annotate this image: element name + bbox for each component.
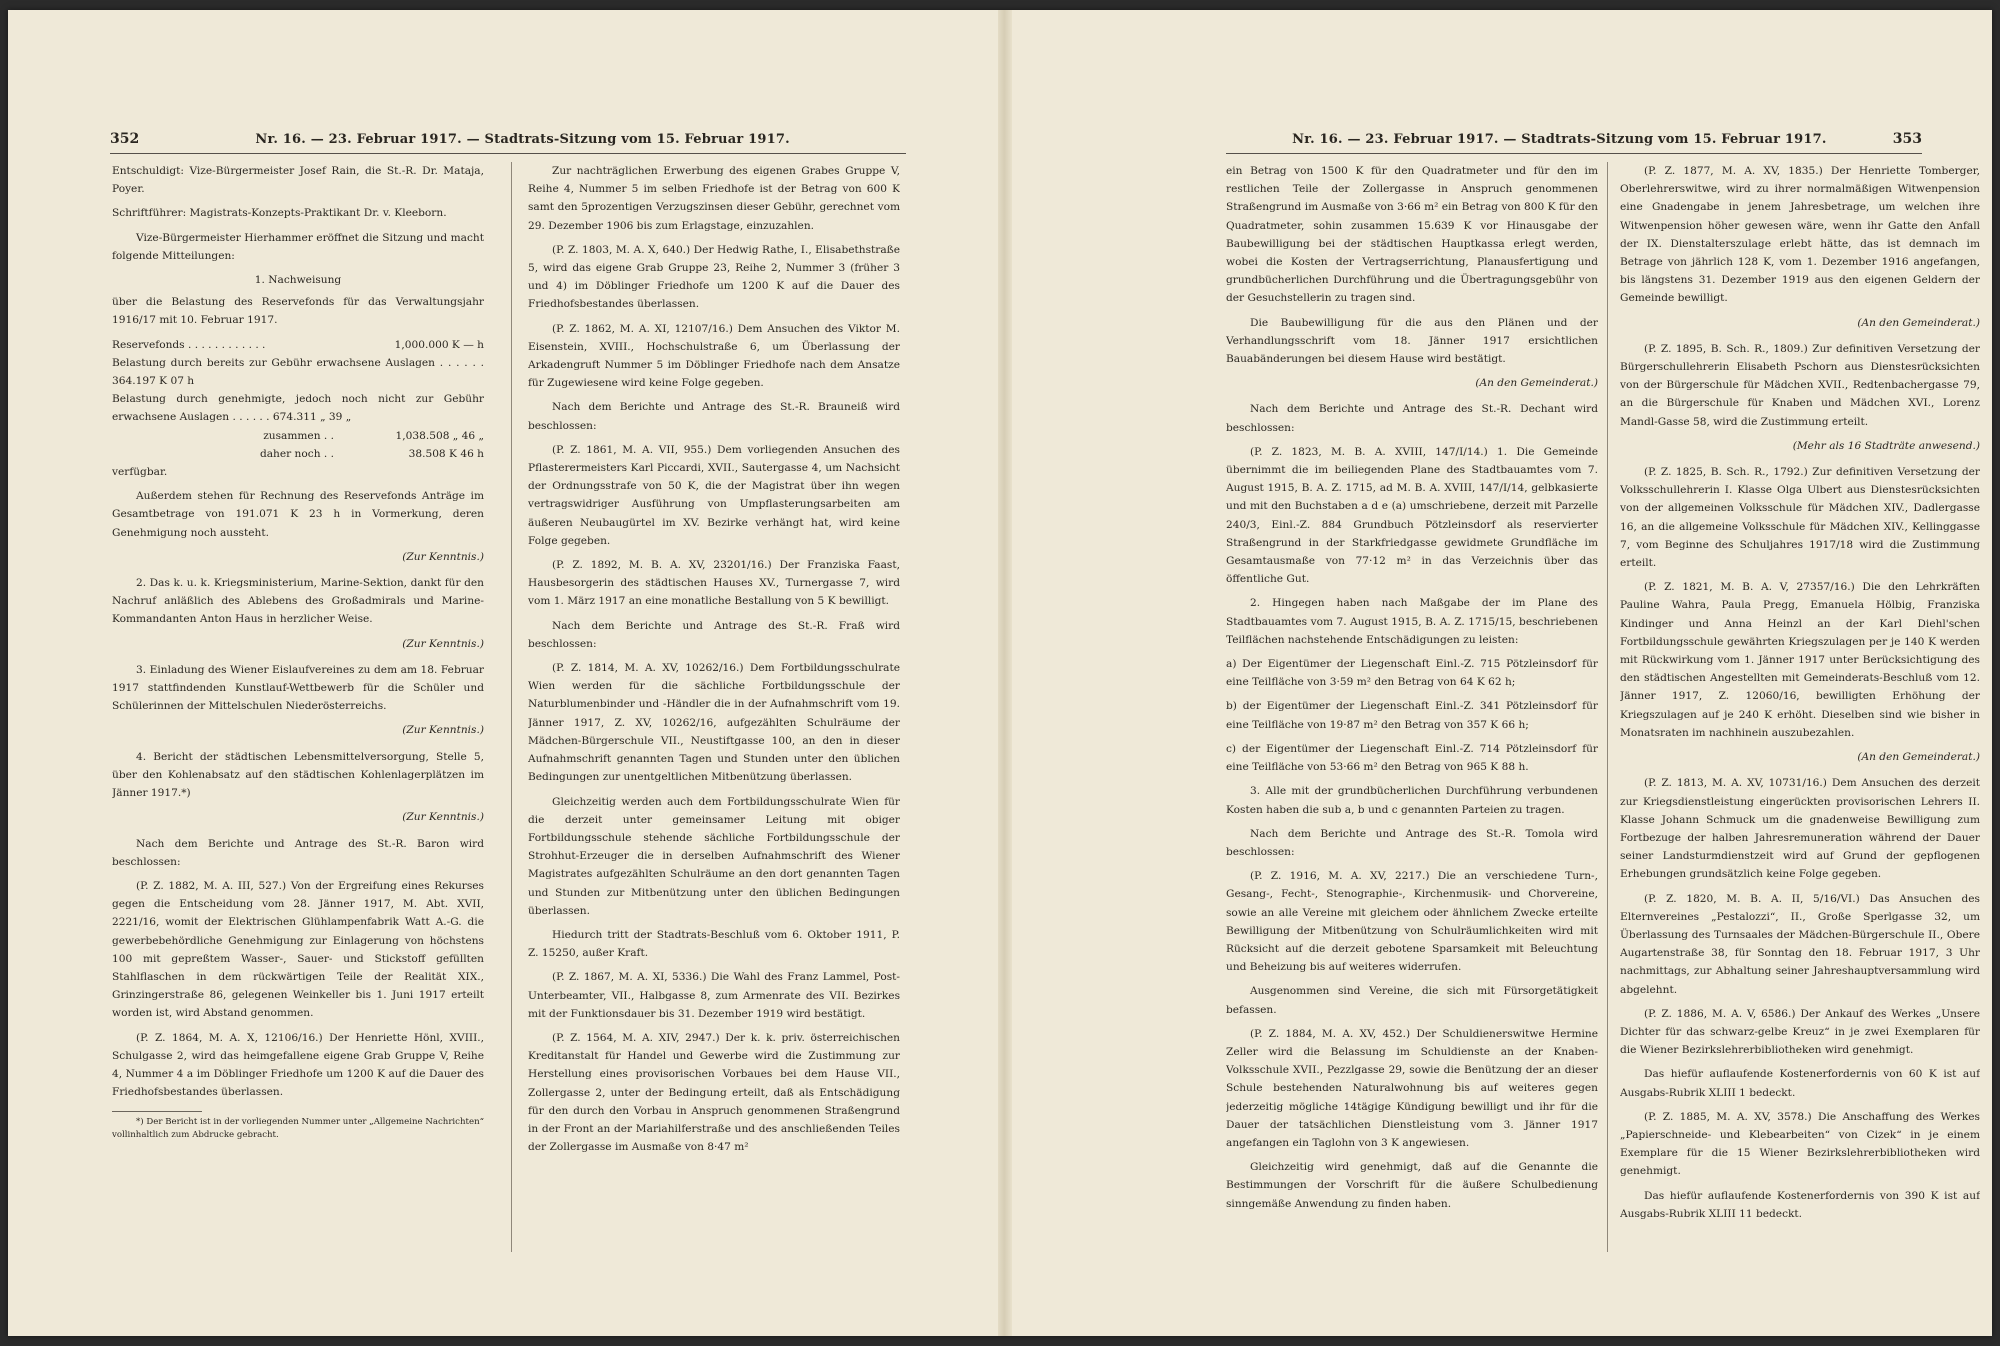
paragraph: Nach dem Berichte und Antrage des St.-R. Baron wird beschlossen:	[112, 837, 484, 868]
paragraph: (P. Z. 1823, M. B. A. XVIII, 147/I/14.) 1. Die Gemeinde übernimmt die im beiliegenden Plane des Stadtbauamtes vom 7. August 1915, B. A. Z. 1715, ad M. B. A. XVIII, 147/I/14, gelbkasierte und mit den Buchstaben a d e (a) umschriebene, derzeit mit Parzelle 240/3, Einl.-Z. 884 Grundbuch Pötzleinsdorf als reservierter Straßengrund in der Starkfriedgasse gewidmete Grundfläche im Gesamtausmaße von 77·12 m² in das Verzeichnis über das öffentliche Gut.	[1226, 445, 1598, 586]
right-page	[1012, 10, 1992, 1336]
footnote: *) Der Bericht ist in der vorliegenden Nummer unter „Allgemeine Nachrichten“ vollinhaltlich zum Abdrucke gebracht.	[112, 1117, 484, 1141]
left-column-2	[528, 162, 900, 1162]
paragraph: 2. Hingegen haben nach Maßgabe der im Plane des Stadtbauamtes vom 7. August 1915, B. A. Z. 1715/15, beschriebenen Teilflächen nachstehende Entschädigungen zu leisten:	[1226, 597, 1598, 646]
paragraph: a) Der Eigentümer der Liegenschaft Einl.-Z. 715 Pötzleinsdorf für eine Teilfläche von 3·59 m² den Betrag von 64 K 62 h;	[1226, 658, 1598, 689]
resolution-note: (An den Gemeinderat.)	[1857, 751, 1980, 764]
paragraph: verfügbar.	[112, 466, 168, 479]
page-header-right	[1226, 128, 1922, 150]
footnote-rule	[112, 1111, 202, 1112]
table-cell: 1,000.000 K — h	[394, 338, 484, 351]
paragraph: Nach dem Berichte und Antrage des St.-R. Tomola wird beschlossen:	[1226, 827, 1598, 858]
paragraph: 3. Einladung des Wiener Eislaufvereines zu dem am 18. Februar 1917 stattfindenden Kunstlauf-Wettbewerb für die Schüler und Schülerinnen der Mittelschulen Niederösterreichs.	[112, 663, 484, 713]
paragraph: (P. Z. 1882, M. A. III, 527.) Von der Ergreifung eines Rekurses gegen die Entscheidung vom 28. Jänner 1917, M. Abt. XVII, 2221/16, womit der Elektrischen Glühlampenfabrik Watt A.-G. die gewerbebehördliche Genehmigung zur Einlagerung von höchstens 100 mit gepreßtem Wasser-, Sauer- und Stickstoff gefüllten Stahlflaschen in dem rückwärtigen Teile der Realität XIX., Grinzingerstraße 86, gelegenen Weinkeller bis 1. Juni 1917 erteilt worden ist, wird Abstand genommen.	[112, 879, 484, 1020]
table-cell: Belastung durch bereits zur Gebühr erwachsene Auslagen . . . . . . 364.197 K 07 h	[112, 356, 484, 388]
table-cell: daher noch . .	[259, 447, 334, 460]
resolution-note: (An den Gemeinderat.)	[1857, 316, 1980, 329]
right-column-2	[1620, 162, 1980, 1229]
paragraph: Nach dem Berichte und Antrage des St.-R. Dechant wird beschlossen:	[1226, 403, 1598, 434]
header-rule-left	[110, 153, 906, 154]
paragraph: Die Baubewilligung für die aus den Plänen und der Verhandlungsschrift vom 18. Jänner 1917 ersichtlichen Bauabänderungen bei diesem Hause wird bestätigt.	[1226, 316, 1598, 366]
paragraph: Das hiefür auflaufende Kostenerfordernis von 390 K ist auf Ausgabs-Rubrik XLIII 11 bedeckt.	[1620, 1189, 1980, 1220]
paragraph: (P. Z. 1877, M. A. XV, 1835.) Der Henriette Tomberger, Oberlehrerswitwe, wird zu ihrer normalmäßigen Witwenpension eine Gnadengabe in jenem Jahresbetrage, um welchen ihre Witwenpension höher gewesen wäre, wenn ihr Gatte den Anfall der IX. Dienstalterszulage erlebt hätte, das ist demnach im Betrage von jährlich 128 K, vom 1. Dezember 1916 angefangen, bis längstens 31. Dezember 1919 aus den eigenen Geldern der Gemeinde bewilligt.	[1620, 165, 1980, 305]
paragraph: (P. Z. 1884, M. A. XV, 452.) Der Schuldienerswitwe Hermine Zeller wird die Belassung im Schuldienste an der Knaben-Volksschule XVII., Pezzlgasse 29, sowie die Benützung der an dieser Schule bestehenden Naturalwohnung bis auf weiteres gegen jederzeitig mögliche 14tägige Kündigung bewilligt und ihr für die Dauer der tatsächlichen Dienstleistung vom 3. Jänner 1917 angefangen ein Taglohn von 3 K angewiesen.	[1226, 1027, 1598, 1149]
paragraph: (P. Z. 1861, M. A. VII, 955.) Dem vorliegenden Ansuchen des Pflasterermeisters Karl Piccardi, XVII., Sautergasse 4, um Nachsicht der Ordnungsstrafe von 50 K, die der Magistrat über ihn wegen vertragswidriger Ausführung von Umpflasterungsarbeiten am äußeren Neubaugürtel im XV. Bezirke verhängt hat, wird keine Folge gegeben.	[528, 443, 900, 547]
page-header-left	[110, 128, 906, 150]
paragraph: Vize-Bürgermeister Hierhammer eröffnet die Sitzung und macht folgende Mitteilungen:	[112, 231, 484, 262]
newspaper-spread	[8, 10, 1992, 1336]
section-heading: 1. Nachweisung	[254, 274, 342, 287]
paragraph: (P. Z. 1814, M. A. XV, 10262/16.) Dem Fortbildungsschulrate Wien werden für die sächliche Fortbildungsschule der Naturblumenbinder und -Händler die in der Aufnahmschrift vom 19. Jänner 1917, Z. XV, 10262/16, aufgezählten Schulräume der Mädchen-Bürgerschule VII., Neustiftgasse 100, an den in dieser Aufnahmschrift genannten Tagen und Stunden unter den üblichen Bedingungen zur unentgeltlichen Mitbenützung überlassen.	[528, 662, 900, 784]
paragraph: Ausgenommen sind Vereine, die sich mit Fürsorgetätigkeit befassen.	[1226, 985, 1598, 1016]
table-row	[112, 354, 484, 390]
page-number-right: 353	[1892, 131, 1922, 147]
paragraph: c) der Eigentümer der Liegenschaft Einl.-Z. 714 Pötzleinsdorf für eine Teilfläche von 53·66 m² den Betrag von 965 K 88 h.	[1226, 742, 1598, 774]
resolution-note: (Mehr als 16 Stadträte anwesend.)	[1792, 439, 1980, 452]
paragraph: 3. Alle mit der grundbücherlichen Durchführung verbundenen Kosten haben die sub a, b und c genannten Parteien zu tragen.	[1226, 785, 1598, 816]
paragraph: Schriftführer: Magistrats-Konzepts-Praktikant Dr. v. Kleeborn.	[112, 207, 447, 220]
paragraph: Das hiefür auflaufende Kostenerfordernis von 60 K ist auf Ausgabs-Rubrik XLIII 1 bedeckt.	[1620, 1068, 1980, 1099]
paragraph: Nach dem Berichte und Antrage des St.-R. Fraß wird beschlossen:	[528, 619, 900, 650]
paragraph: über die Belastung des Reservefonds für das Verwaltungsjahr 1916/17 mit 10. Februar 1917.	[112, 296, 484, 327]
paragraph: (P. Z. 1885, M. A. XV, 3578.) Die Anschaffung des Werkes „Papierschneide- und Klebearbeiten“ von Cizek“ in je einem Exemplare für die 15 Wiener Bezirkslehrerbibliotheken wird genehmigt.	[1620, 1110, 1980, 1178]
paragraph: (P. Z. 1892, M. B. A. XV, 23201/16.) Der Franziska Faast, Hausbesorgerin des städtischen Hauses XV., Turnergasse 7, wird vom 1. März 1917 an eine monatliche Bestallung von 5 K bewilligt.	[528, 559, 900, 608]
column-separator-left	[511, 162, 512, 1252]
left-column-1	[112, 162, 484, 1148]
paragraph: (P. Z. 1916, M. A. XV, 2217.) Die an verschiedene Turn-, Gesang-, Fecht-, Stenographie-, Kirchenmusik- und Chorvereine, sowie an alle Vereine mit gleichem oder ähnlichem Zwecke erteilte Bewilligung der Mitbenützung von Schulräumlichkeiten wird mit Rücksicht auf die derzeit gebotene Sparsamkeit mit Beleuchtung und Beheizung bis auf weiteres widerrufen.	[1226, 870, 1598, 974]
table-row	[112, 336, 484, 354]
table-cell: 38.508 K 46 h	[408, 447, 484, 460]
resolution-note: (Zur Kenntnis.)	[402, 637, 484, 650]
paragraph: Entschuldigt: Vize-Bürgermeister Josef Rain, die St.-R. Dr. Mataja, Poyer.	[112, 165, 484, 196]
paragraph: Gleichzeitig wird genehmigt, daß auf die Genannte die Bestimmungen der Vorschrift für die äußere Schulbedienung sinngemäße Anwendung zu finden haben.	[1226, 1161, 1598, 1210]
paragraph: Gleichzeitig werden auch dem Fortbildungsschulrate Wien für die derzeit unter gemeinsamer Leitung mit obiger Fortbildungsschule stehende sächliche Fortbildungsschule der Strohhut-Erzeuger die in derselben Aufnahmschrift des Wiener Magistrates aufgezählten Schulräume an den dort genannten Tagen und Stunden zur Mitbenützung unter den üblichen Bedingungen überlassen.	[528, 795, 900, 917]
paragraph: b) der Eigentümer der Liegenschaft Einl.-Z. 341 Pötzleinsdorf für eine Teilfläche von 19·87 m² den Betrag von 357 K 66 h;	[1226, 700, 1598, 731]
paragraph: 2. Das k. u. k. Kriegsministerium, Marine-Sektion, dankt für den Nachruf anläßlich des Ablebens des Großadmirals und Marine-Kommandanten Anton Haus in herzlicher Weise.	[112, 577, 484, 626]
resolution-note: (Zur Kenntnis.)	[402, 811, 484, 824]
table-cell: 1,038.508 „ 46 „	[395, 429, 484, 442]
paragraph: (P. Z. 1813, M. A. XV, 10731/16.) Dem Ansuchen des derzeit zur Kriegsdienstleistung eingerückten provisorischen Lehrers II. Klasse Johann Schmuck um die gnadenweise Bewilligung zum Fortbezuge der halben Jahresremuneration während der Dauer seiner Landsturmdienstzeit wird auf Grund der gepflogenen Erhebungen grundsätzlich keine Folge gegeben.	[1620, 777, 1980, 881]
paragraph: (P. Z. 1886, M. A. V, 6586.) Der Ankauf des Werkes „Unsere Dichter für das schwarz-gelbe Kreuz“ in je zwei Exemplaren für die Wiener Bezirkslehrerbibliotheken wird genehmigt.	[1620, 1007, 1980, 1057]
right-column-1	[1226, 162, 1598, 1219]
page-fold	[998, 10, 1012, 1336]
paragraph: (P. Z. 1862, M. A. XI, 12107/16.) Dem Ansuchen des Viktor M. Eisenstein, XVIII., Hochschulstraße 6, um Überlassung der Arkadengruft Nummer 5 im Döblinger Friedhofe nach dem Ansatze für Zugewiesene wird keine Folge gegeben.	[528, 322, 900, 390]
table-cell: zusammen . .	[263, 429, 334, 442]
paragraph: Zur nachträglichen Erwerbung des eigenen Grabes Gruppe V, Reihe 4, Nummer 5 im selben Friedhofe ist der Betrag von 600 K samt den 5prozentigen Verzugszinsen dieser Gebühr, gerechnet vom 29. Dezember 1906 bis zum Erlagstage, einzuzahlen.	[528, 165, 900, 232]
paragraph: ein Betrag von 1500 K für den Quadratmeter und für den im restlichen Teile der Zollergasse in Anspruch genommenen Straßengrund im Ausmaße von 3·66 m² ein Betrag von 800 K für den Quadratmeter, sohin zusammen 15.639 K vor Hinausgabe der Baubewilligung bei der städtischen Hauptkassa erlegt werden, wobei die Kosten der Vertragserrichtung, Planausfertigung und grundbücherlichen Durchführung und die Übertragungsgebühr von der Gesuchstellerin zu tragen sind.	[1226, 165, 1598, 305]
paragraph: 4. Bericht der städtischen Lebensmittelversorgung, Stelle 5, über den Kohlenabsatz auf den städtischen Kohlenlagerplätzen im Jänner 1917.*)	[112, 750, 484, 800]
table-row	[112, 390, 484, 426]
paragraph: Hiedurch tritt der Stadtrats-Beschluß vom 6. Oktober 1911, P. Z. 15250, außer Kraft.	[528, 928, 900, 960]
resolution-note: (An den Gemeinderat.)	[1475, 377, 1598, 390]
reserve-fund-table	[112, 336, 484, 463]
header-rule-right	[1226, 153, 1922, 154]
paragraph: (P. Z. 1895, B. Sch. R., 1809.) Zur definitiven Versetzung der Bürgerschullehrerin Elisabeth Pschorn aus Dienstesrücksichten von der Bürgerschule für Mädchen XVII., Redtenbachergasse 79, an die Bürgerschule für Knaben und Mädchen XVI., Lorenz Mandl-Gasse 58, wird die Zustimmung erteilt.	[1620, 342, 1980, 428]
paragraph: (P. Z. 1803, M. A. X, 640.) Der Hedwig Rathe, I., Elisabethstraße 5, wird das eigene Grab Gruppe 23, Reihe 2, Nummer 3 (früher 3 und 4) im Döblinger Friedhofe um 1200 K auf die Dauer des Friedhofsbestandes überlassen.	[528, 243, 900, 311]
paragraph: (P. Z. 1825, B. Sch. R., 1792.) Zur definitiven Versetzung der Volksschullehrerin I. Klasse Olga Ulbert aus Dienstesrücksichten von der allgemeinen Volksschule für Mädchen XIV., Dadlergasse 16, an die allgemeine Volksschule für Mädchen XIV., Kellinggasse 7, vom Beginne des Schuljahres 1917/18 wird die Zustimmung erteilt.	[1620, 466, 1980, 570]
paragraph: Außerdem stehen für Rechnung des Reservefonds Anträge im Gesamtbetrage von 191.071 K 23 h in Vormerkung, deren Genehmigung noch aussteht.	[112, 490, 484, 539]
header-title-left: Nr. 16. — 23. Februar 1917. — Stadtrats-Sitzung vom 15. Februar 1917.	[255, 131, 790, 147]
header-title-right: Nr. 16. — 23. Februar 1917. — Stadtrats-Sitzung vom 15. Februar 1917.	[1292, 131, 1827, 147]
paragraph: (P. Z. 1864, M. A. X, 12106/16.) Der Henriette Hönl, XVIII., Schulgasse 2, wird das heimgefallene eigene Grab Gruppe V, Reihe 4, Nummer 4 a im Döblinger Friedhofe um 1200 K auf die Dauer des Friedhofsbestandes überlassen.	[112, 1031, 484, 1099]
paragraph: Nach dem Berichte und Antrage des St.-R. Brauneiß wird beschlossen:	[528, 401, 900, 432]
resolution-note: (Zur Kenntnis.)	[402, 550, 484, 563]
table-cell: Belastung durch genehmigte, jedoch noch nicht zur Gebühr erwachsene Auslagen . . . . . . 674.311 „ 39 „	[112, 393, 484, 424]
resolution-note: (Zur Kenntnis.)	[402, 724, 484, 737]
paragraph: (P. Z. 1820, M. B. A. II, 5/16/VI.) Das Ansuchen des Elternvereines „Pestalozzi“, II., Große Sperlgasse 32, um Überlassung des Turnsaales der Mädchen-Bürgerschule II., Obere Augartenstraße 38, für Sonntag den 18. Februar 1917, 3 Uhr nachmittags, zur Abhaltung seiner Jahreshauptversammlung wird abgelehnt.	[1620, 892, 1980, 996]
table-row	[112, 427, 484, 445]
left-page	[8, 10, 998, 1336]
table-row	[112, 445, 484, 463]
paragraph: (P. Z. 1867, M. A. XI, 5336.) Die Wahl des Franz Lammel, Post-Unterbeamter, VII., Halbgasse 8, zum Armenrate des VII. Bezirkes mit der Funktionsdauer bis 31. Dezember 1919 wird bestätigt.	[528, 971, 900, 1020]
paragraph: (P. Z. 1564, M. A. XIV, 2947.) Der k. k. priv. österreichischen Kreditanstalt für Handel und Gewerbe wird die Zustimmung zur Herstellung eines provisorischen Vorbaues bei dem Hause VII., Zollergasse 2, unter der Bedingung erteilt, daß als Entschädigung für den durch den Vorbau in Anspruch genommenen Straßengrund in der Front an der Mariahilferstraße und des anschließenden Teiles der Zollergasse im Ausmaße von 8·47 m²	[528, 1031, 900, 1154]
paragraph: (P. Z. 1821, M. B. A. V, 27357/16.) Die den Lehrkräften Pauline Wahra, Paula Pregg, Emanuela Hölbig, Franziska Kindinger und Anna Heinzl an der Karl Diehl'schen Fortbildungsschule gewährten Kriegszulagen per je 140 K werden mit Rückwirkung vom 1. Jänner 1917 unter Berücksichtigung des den städtischen Angestellten mit Gemeinderats-Beschluß vom 12. Jänner 1917, Z. 12060/16, bewilligten Erhöhung der Kriegszulagen auf je 240 K erhöht. Dieselben sind wie bisher in Monatsraten im nachhinein auszubezahlen.	[1620, 581, 1980, 739]
column-separator-right	[1607, 162, 1608, 1252]
table-cell: Reservefonds . . . . . . . . . . . .	[112, 338, 266, 351]
page-number-left: 352	[110, 131, 140, 147]
